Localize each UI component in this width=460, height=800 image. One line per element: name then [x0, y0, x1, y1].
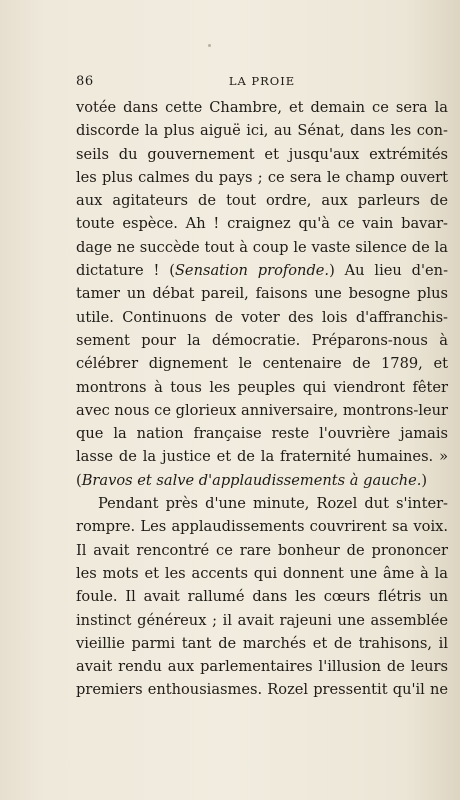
text-line: utile. Continuons de voter des lois d'affranchis-: [76, 308, 448, 326]
text-segment: ): [421, 471, 428, 489]
text-line: seils du gouvernement et jusqu'aux extrémités: [76, 145, 448, 163]
text-line: aux agitateurs de tout ordre, aux parleurs de: [76, 192, 448, 210]
text-line: avait rendu aux parlementaires l'illusion de leurs: [76, 658, 448, 676]
text-line: dage ne succède tout à coup le vaste silence de la: [76, 238, 448, 256]
text-line: Il avait rencontré ce rare bonheur de prononcer: [76, 541, 448, 559]
text-line: montrons à tous les peuples qui viendront fêter: [76, 378, 448, 396]
text-segment: ) Au lieu d'en-: [329, 262, 448, 280]
stage-direction: Bravos et salve d'applaudissements à gauche.: [81, 471, 422, 489]
text-line: premiers enthousiasmes. Rozel pressentit qu'il ne: [76, 681, 448, 699]
text-line: toute espèce. Ah ! craignez qu'à ce vain bavar-: [76, 215, 448, 233]
text-line: que la nation française reste l'ouvrière jamais: [76, 425, 448, 443]
text-line: discorde la plus aiguë ici, au Sénat, dans les con-: [76, 122, 448, 140]
text-line: lasse de la justice et de la fraternité humaines. »: [76, 448, 448, 466]
body-text: [76, 96, 448, 702]
text-line-with-italic: [76, 259, 448, 282]
text-line: Pendant près d'une minute, Rozel dut s'inter-: [98, 495, 448, 513]
text-line: les mots et les accents qui donnent une âme à la: [76, 564, 448, 582]
text-line: les plus calmes du pays ; ce sera le champ ouvert: [76, 168, 448, 186]
page-header: [76, 74, 448, 94]
text-segment: (: [76, 471, 82, 489]
text-line: rompre. Les applaudissements couvrirent sa voix.: [76, 518, 448, 536]
paper-speck: [208, 44, 211, 47]
text-line: instinct généreux ; il avait rajeuni une assemblée: [76, 611, 448, 629]
text-segment: dictature ! (: [76, 262, 175, 280]
text-line: vieillie parmi tant de marchés et de trahisons, il: [76, 634, 448, 652]
text-line: votée dans cette Chambre, et demain ce sera la: [76, 99, 448, 116]
text-line: foule. Il avait rallumé dans les cœurs flétris un: [76, 588, 448, 606]
stage-direction: Sensation profonde.: [174, 262, 330, 280]
page-number: 86: [76, 74, 94, 89]
text-line: célébrer dignement le centenaire de 1789, et: [76, 355, 448, 373]
text-line: tamer un débat pareil, faisons une besogne plus: [76, 285, 448, 303]
text-line-with-italic: [76, 469, 448, 492]
text-line: sement pour la démocratie. Préparons-nous à: [76, 331, 448, 349]
text-line: avec nous ce glorieux anniversaire, montrons-leur: [76, 401, 448, 419]
running-title: LA PROIE: [228, 74, 296, 88]
